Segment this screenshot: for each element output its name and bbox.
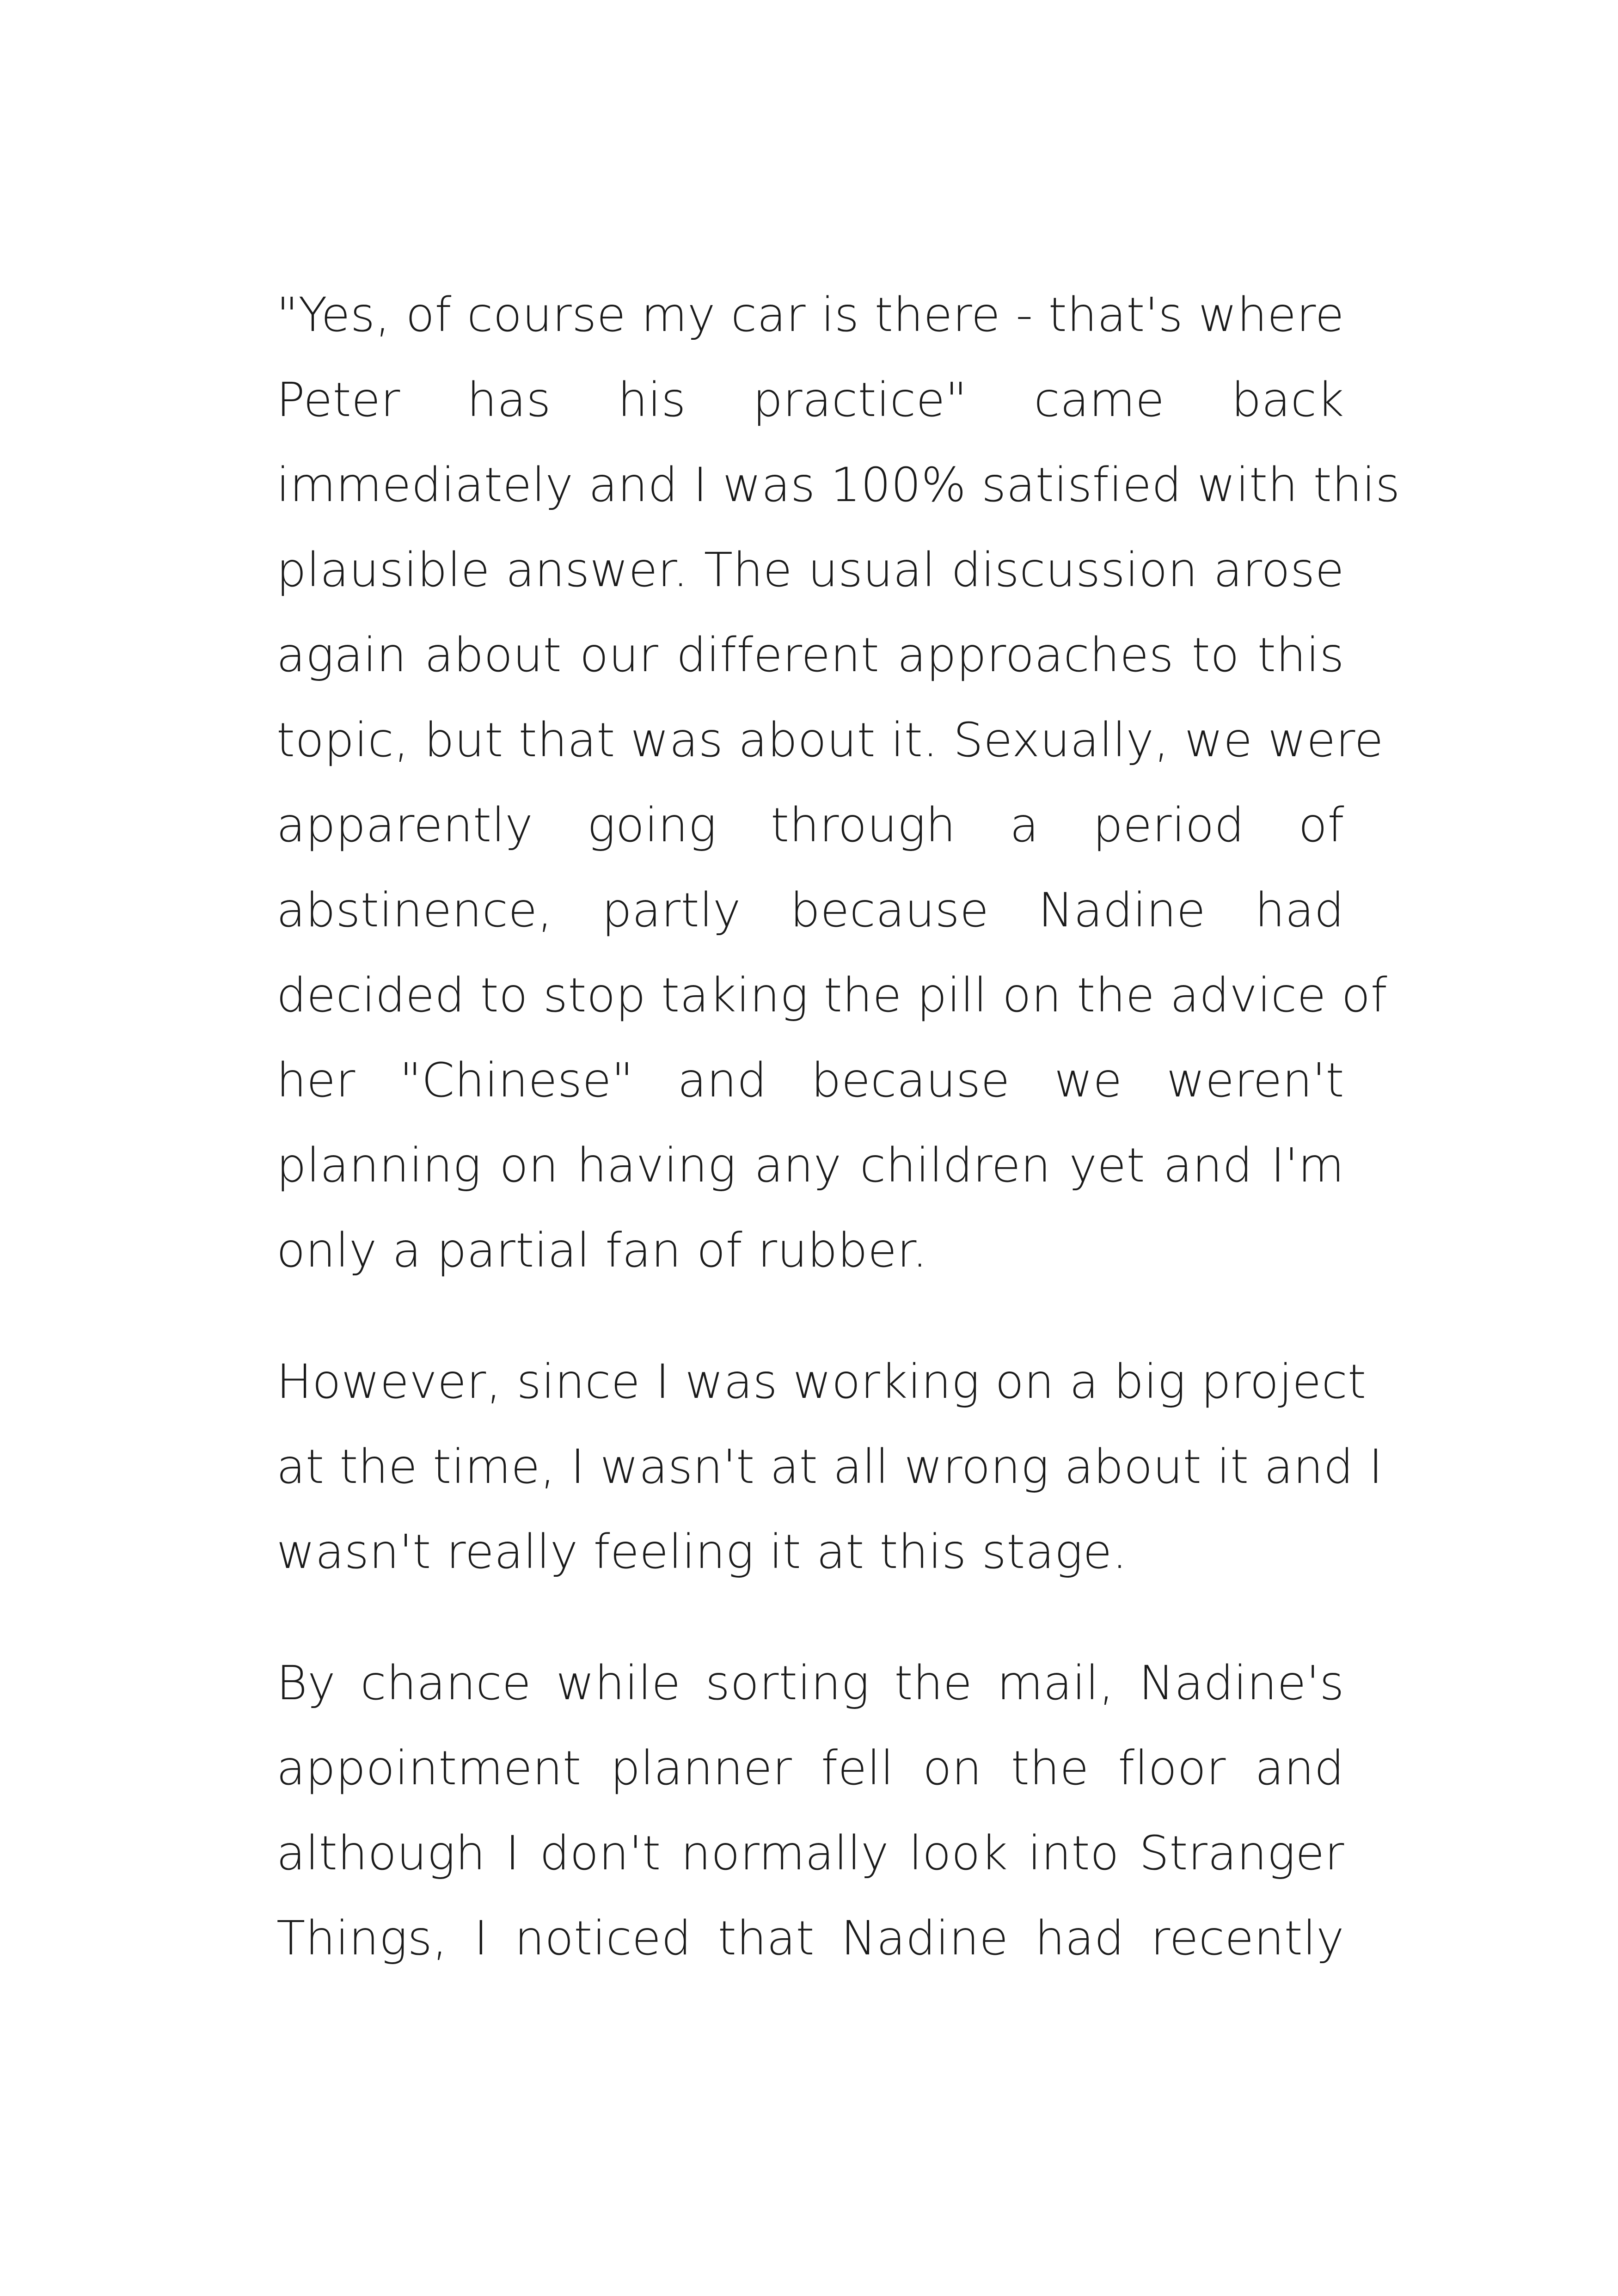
text-line: abstinence, partly because Nadine had	[276, 883, 1344, 938]
text-line: apparently going through a period of	[276, 798, 1344, 853]
text-line: Things, I noticed that Nadine had recently	[276, 1911, 1344, 1966]
text-line: topic, but that was about it. Sexually, we were	[276, 713, 1384, 768]
body-text	[276, 273, 1400, 1981]
text-line: plausible answer. The usual discussion arose	[276, 543, 1344, 598]
text-line: immediately and I was 100% satisfied with this	[276, 458, 1400, 513]
text-line: although I don't normally look into Stranger	[276, 1826, 1344, 1881]
paragraph-3	[276, 1641, 1344, 1981]
text-line: By chance while sorting the mail, Nadine's	[276, 1656, 1344, 1711]
text-line: appointment planner fell on the floor and	[276, 1741, 1344, 1796]
text-line: planning on having any children yet and I'm	[276, 1138, 1344, 1193]
text-line: Peter has his practice" came back	[276, 373, 1344, 428]
text-line: her "Chinese" and because we weren't	[276, 1053, 1344, 1108]
text-line: "Yes, of course my car is there - that's where	[276, 288, 1344, 343]
text-line: at the time, I wasn't at all wrong about it and I	[276, 1439, 1383, 1494]
text-line: wasn't really feeling it at this stage.	[276, 1525, 1128, 1580]
paragraph-1	[276, 273, 1400, 1293]
text-line: decided to stop taking the pill on the advice of	[276, 968, 1388, 1023]
text-line: again about our different approaches to this	[276, 628, 1344, 683]
text-line: However, since I was working on a big project	[276, 1354, 1367, 1409]
text-line: only a partial fan of rubber.	[276, 1223, 928, 1278]
paragraph-2	[276, 1340, 1383, 1595]
